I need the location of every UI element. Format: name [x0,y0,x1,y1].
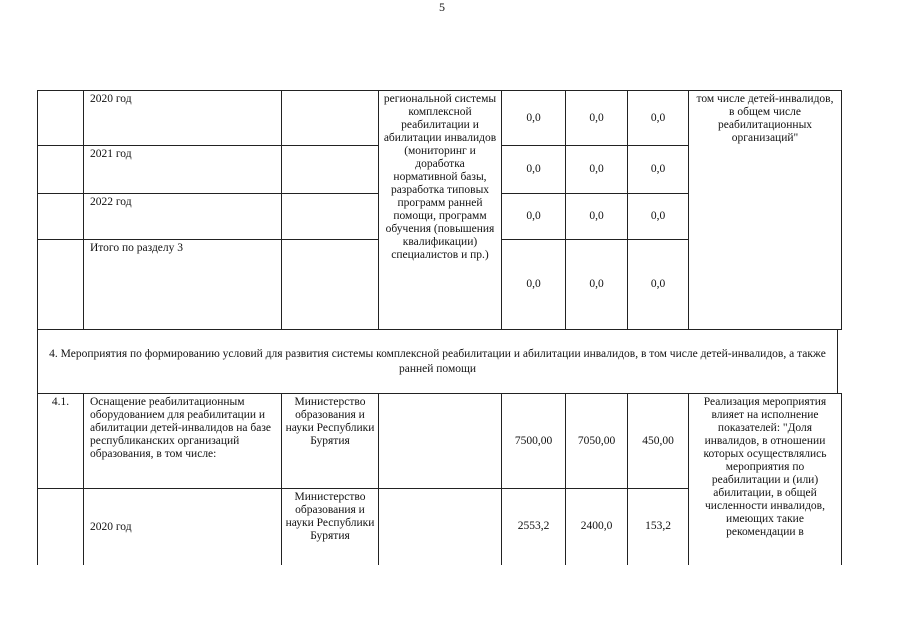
executor-cell [282,240,379,330]
cell-num [38,91,84,146]
lower-table [37,393,842,565]
period-cell: Итого по разделу 3 [84,240,282,330]
row-number: 4.1. [38,394,84,489]
value-cell: 2400,0 [566,489,628,565]
executor-cell: Министерство образования и науки Республики Бурятия [282,489,379,565]
value-cell: 0,0 [628,240,689,330]
value-cell: 0,0 [566,194,628,240]
value-cell: 0,0 [628,194,689,240]
value-cell: 0,0 [566,91,628,146]
table-row [38,394,842,489]
empty-cell [379,394,502,489]
merged-description-cell: региональной системы комплексной реабилитации и абилитации инвалидов (мониторинг и доработка нормативной базы, разработка типовых программ ранней помощи, программ обучения (повышения квалификации) специалистов и пр.) [379,91,502,330]
value-cell: 0,0 [502,146,566,194]
value-cell: 7500,00 [502,394,566,489]
value-cell: 7050,00 [566,394,628,489]
row-number [38,489,84,565]
executor-cell [282,91,379,146]
value-cell: 2553,2 [502,489,566,565]
value-cell: 0,0 [566,146,628,194]
value-cell: 0,0 [628,146,689,194]
result-cell: Реализация мероприятия влияет на исполнение показателей: "Доля инвалидов, в отношении которых осуществлялись мероприятия по реабилитации и (или) абилитации, в общей численности инвалидов, имеющих такие рекомендации в [689,394,842,565]
period-cell: 2021 год [84,146,282,194]
table-row [38,91,842,146]
activity-name: Оснащение реабилитационным оборудованием для реабилитации и абилитации детей-инвалидов на базе республиканских организаций образования, в том числе: [84,394,282,489]
period-cell: 2020 год [84,489,282,565]
result-cell: том числе детей-инвалидов, в общем числе реабилитационных организаций" [689,91,842,330]
value-cell: 0,0 [628,91,689,146]
executor-cell [282,194,379,240]
value-cell: 0,0 [502,91,566,146]
value-cell: 0,0 [502,240,566,330]
value-cell: 153,2 [628,489,689,565]
period-cell: 2020 год [84,91,282,146]
value-cell: 0,0 [502,194,566,240]
upper-table [37,90,842,330]
executor-cell [282,146,379,194]
cell-num [38,240,84,330]
page-number: 5 [439,0,445,14]
empty-cell [379,489,502,565]
period-cell: 2022 год [84,194,282,240]
cell-num [38,146,84,194]
value-cell: 450,00 [628,394,689,489]
section-heading: 4. Мероприятия по формированию условий для развития системы комплексной реабилитации и абилитации инвалидов, в том числе детей-инвалидов, а также ранней помощи [37,329,838,393]
executor-cell: Министерство образования и науки Республики Бурятия [282,394,379,489]
value-cell: 0,0 [566,240,628,330]
cell-num [38,194,84,240]
